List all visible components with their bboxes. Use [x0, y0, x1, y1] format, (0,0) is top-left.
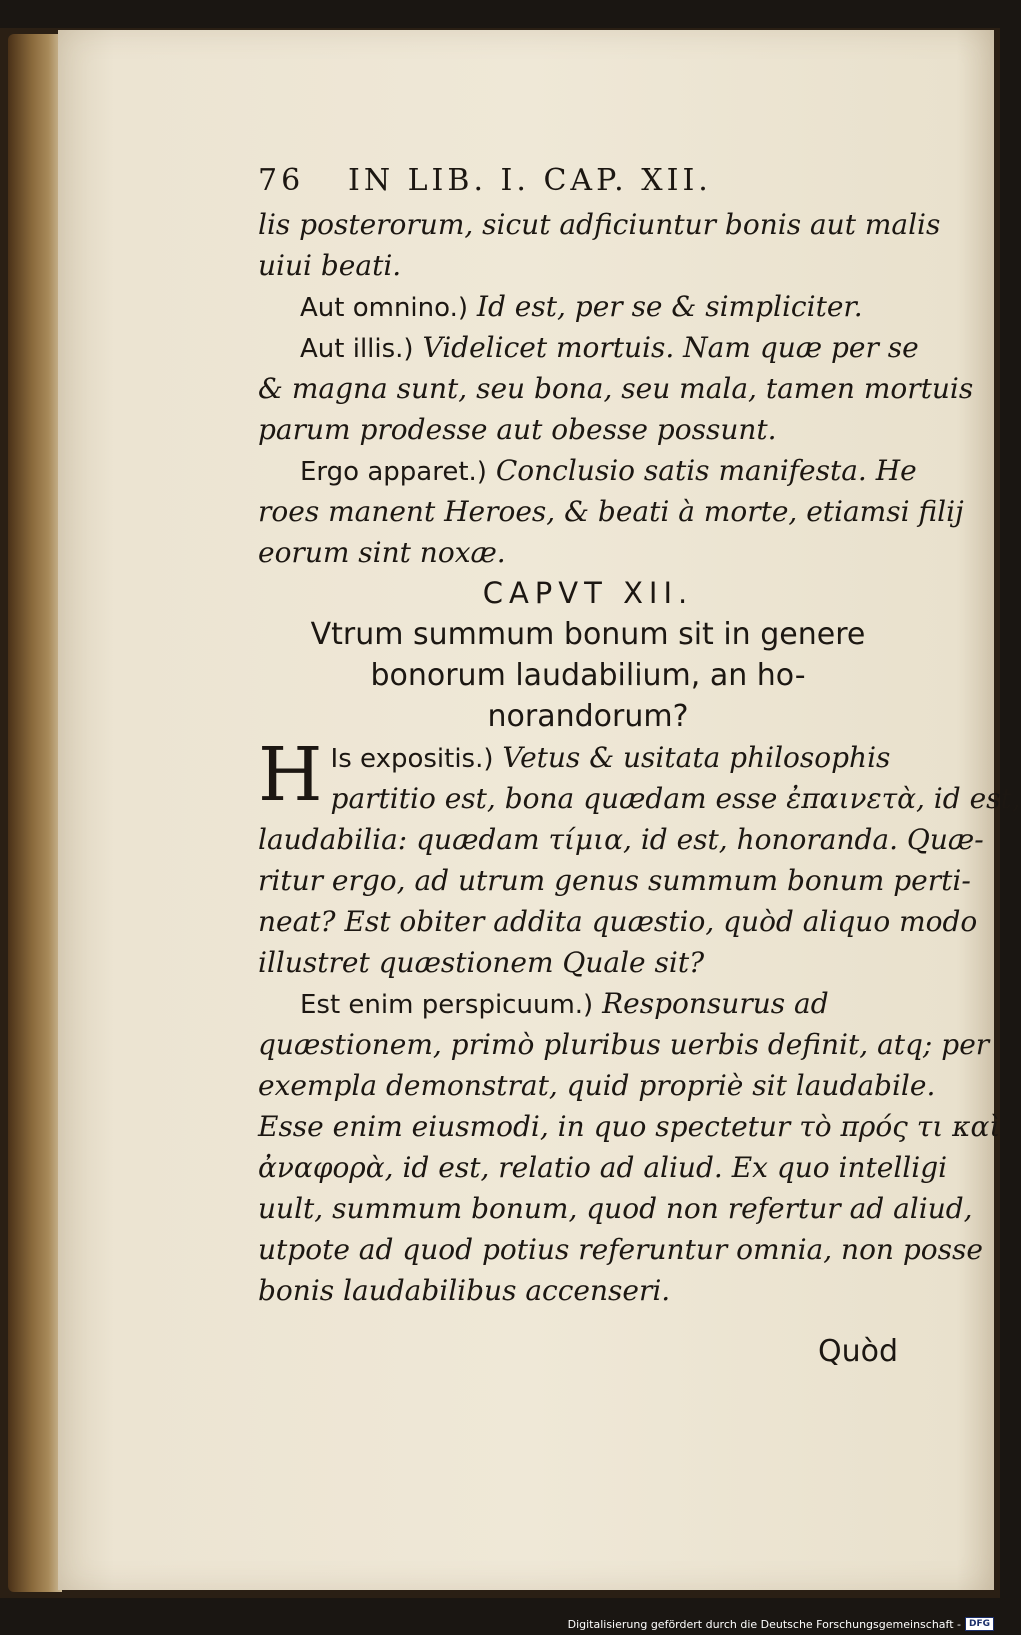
text-line: Responsurus ad — [602, 987, 829, 1020]
page-text — [258, 160, 1021, 1372]
running-head: IN LIB. I. CAP. XII. — [348, 163, 712, 198]
lemma: Aut omnino.) — [300, 293, 468, 323]
text-line: exempla demonstrat, quid propriè sit laudabile. — [258, 1069, 936, 1102]
text-line: Vetus & usitata philosophis — [502, 741, 891, 774]
text-line: Id est, per se & simpliciter. — [476, 290, 863, 323]
text-line: ritur ergo, ad utrum genus summum bonum perti- — [258, 864, 971, 897]
page-number: 76 — [258, 163, 305, 198]
text-line: ἀναφορὰ, id est, relatio ad aliud. Ex quo intelligi — [258, 1151, 948, 1184]
commentary-entry — [258, 450, 918, 491]
footer-text: Digitalisierung gefördert durch die Deutsche Forschungsgemeinschaft - — [567, 1617, 961, 1631]
text-line: parum prodesse aut obesse possunt. — [258, 413, 777, 446]
commentary-entry — [258, 983, 918, 1024]
chapter-title-line: norandorum? — [487, 699, 689, 734]
commentary-entry — [258, 737, 918, 778]
text-line: bonis laudabilibus accenseri. — [258, 1274, 671, 1307]
running-header — [258, 160, 918, 204]
text-line: laudabilia: quædam τίμια, id est, honoranda. Quæ- — [258, 823, 984, 856]
chapter-heading: CAPVT XII. — [482, 576, 694, 610]
text-line: Esse enim eiusmodi, in quo spectetur τὸ πρός τι καὶ — [258, 1110, 1001, 1143]
lemma: Ergo apparet.) — [300, 457, 487, 487]
text-line: Videlicet mortuis. Nam quæ per se — [422, 331, 919, 364]
chapter-title-line: bonorum laudabilium, an ho- — [370, 658, 806, 693]
text-line: utpote ad quod potius referuntur omnia, non posse — [258, 1233, 983, 1266]
commentary-entry — [258, 327, 918, 368]
text-line: illustret quæstionem Quale sit? — [258, 946, 705, 979]
text-line: uult, summum bonum, quod non refertur ad aliud, — [258, 1192, 973, 1225]
drop-cap: H — [258, 732, 323, 818]
text-line: uiui beati. — [258, 249, 402, 282]
text-line: neat? Est obiter addita quæstio, quòd aliquo modo — [258, 905, 978, 938]
text-line: & magna sunt, seu bona, seu mala, tamen mortuis — [258, 372, 974, 405]
text-line: partitio est, bona quædam esse ἐπαινετὰ, id est, — [330, 782, 1021, 815]
lemma: Aut illis.) — [300, 334, 414, 364]
text-line: roes manent Heroes, & beati à morte, etiamsi filij — [258, 495, 964, 528]
chapter-title-line: Vtrum summum bonum sit in genere — [310, 617, 866, 652]
lemma: Est enim perspicuum.) — [300, 990, 594, 1020]
text-line: Conclusio satis manifesta. He — [495, 454, 917, 487]
text-line: eorum sint noxæ. — [258, 536, 506, 569]
commentary-entry — [258, 286, 918, 327]
text-line: quæstionem, primò pluribus uerbis definit, atq; per — [258, 1028, 990, 1061]
dfg-logo-icon: DFG — [965, 1617, 994, 1631]
lemma: Is expositis.) — [330, 744, 494, 774]
book-spine — [8, 34, 62, 1592]
text-line: lis posterorum, sicut adficiuntur bonis aut malis — [258, 208, 941, 241]
digitization-footer — [568, 1617, 994, 1631]
catchword: Quòd — [817, 1334, 898, 1369]
drop-cap-paragraph — [258, 732, 1021, 819]
